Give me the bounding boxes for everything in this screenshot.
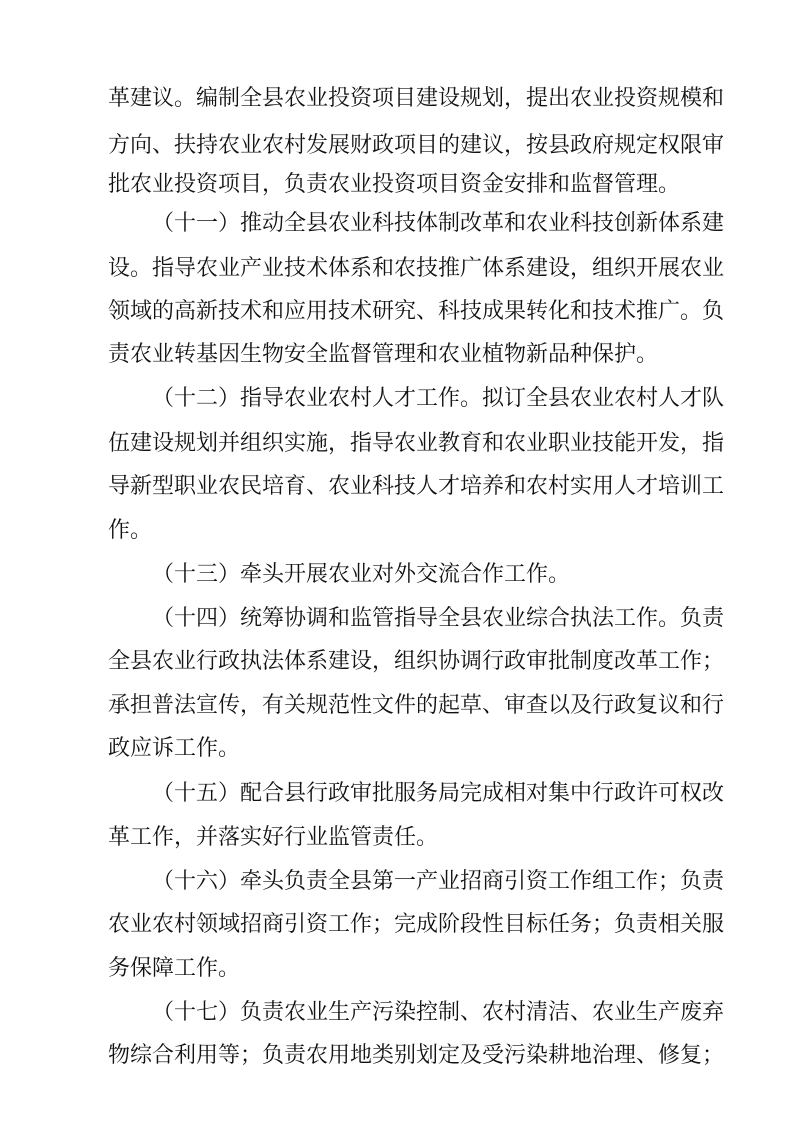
text-line: 批农业投资项目，负责农业投资项目资金安排和监督管理。 (108, 172, 681, 197)
text-line: 务保障工作。 (108, 956, 241, 981)
text-line: 领域的高新技术和应用技术研究、科技成果转化和技术推广。负 (108, 299, 725, 324)
paragraph-start: （十一）推动全县农业科技体制改革和农业科技创新体系建 (152, 211, 725, 236)
text-line: 导新型职业农民培育、农业科技人才培养和农村实用人才培训工 (108, 474, 725, 499)
text-line: 伍建设规划并组织实施，指导农业教育和农业职业技能开发，指 (108, 431, 725, 456)
text-line: 方向、扶持农业农村发展财政项目的建议，按县政府规定权限审 (108, 133, 725, 158)
paragraph-start: （十七）负责农业生产污染控制、农村清洁、农业生产废弃 (152, 1000, 725, 1025)
paragraph-start: （十六）牵头负责全县第一产业招商引资工作组工作；负责 (152, 869, 725, 894)
text-line: 革建议。编制全县农业投资项目建设规划，提出农业投资规模和 (108, 86, 725, 111)
paragraph-start: （十三）牵头开展农业对外交流合作工作。 (152, 562, 571, 587)
paragraph-start: （十二）指导农业农村人才工作。拟订全县农业农村人才队 (152, 386, 725, 411)
paragraph-start: （十五）配合县行政审批服务局完成相对集中行政许可权改 (152, 781, 725, 806)
paragraph-start: （十四）统筹协调和监管指导全县农业综合执法工作。负责 (152, 606, 725, 631)
text-line: 作。 (108, 518, 153, 543)
text-line: 物综合利用等；负责农用地类别划定及受污染耕地治理、修复； (108, 1043, 725, 1068)
text-line: 全县农业行政执法体系建设，组织协调行政审批制度改革工作； (108, 649, 725, 674)
text-line: 政应诉工作。 (108, 736, 241, 761)
text-line: 承担普法宣传，有关规范性文件的起草、审查以及行政复议和行 (108, 693, 725, 718)
text-line: 农业农村领域招商引资工作；完成阶段性目标任务；负责相关服 (108, 912, 725, 937)
text-line: 设。指导农业产业技术体系和农技推广体系建设，组织开展农业 (108, 256, 725, 281)
text-line: 责农业转基因生物安全监督管理和农业植物新品种保护。 (108, 342, 659, 367)
text-line: 革工作，并落实好行业监管责任。 (108, 825, 439, 850)
